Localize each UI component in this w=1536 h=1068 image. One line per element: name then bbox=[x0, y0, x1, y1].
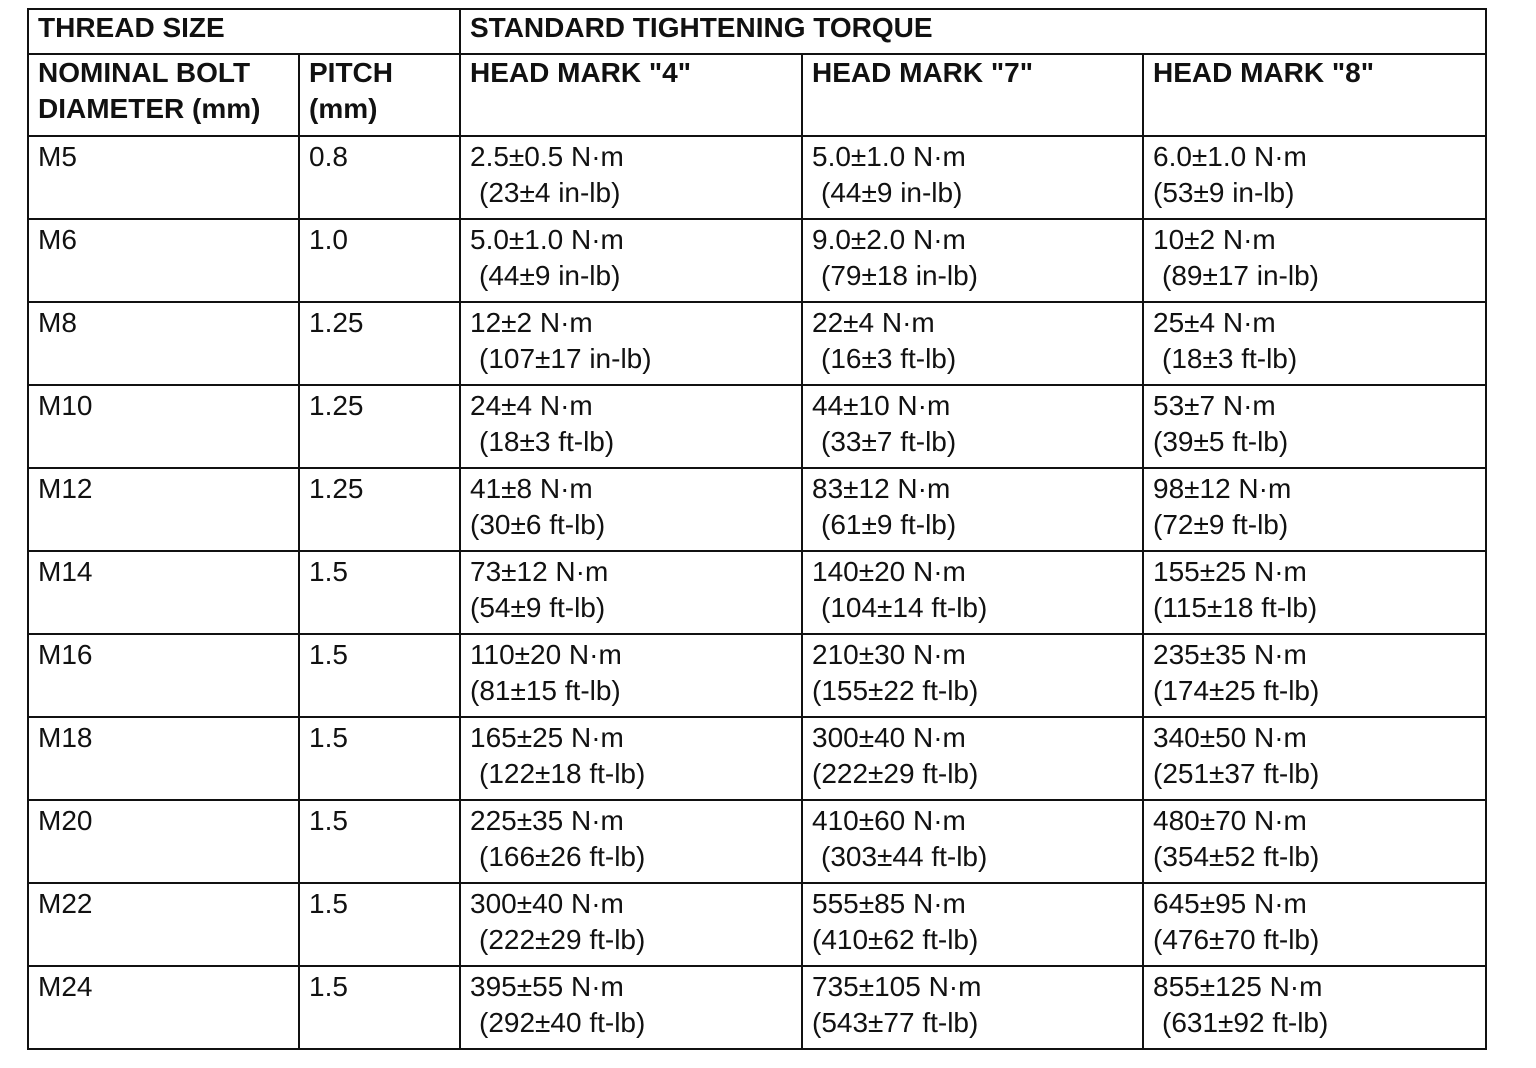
torque-metric-value: 12±2 N·m bbox=[470, 307, 593, 338]
torque-metric-value: 9.0±2.0 N·m bbox=[812, 224, 966, 255]
pitch-cell: 1.5 bbox=[299, 883, 460, 966]
thread-size-header: THREAD SIZE bbox=[28, 9, 460, 54]
torque-imperial-value: (222±29 ft-lb) bbox=[812, 758, 979, 789]
torque-metric-value: 225±35 N·m bbox=[470, 805, 624, 836]
torque-metric-value: 22±4 N·m bbox=[812, 307, 935, 338]
torque-imperial-value: (23±4 in-lb) bbox=[479, 177, 621, 208]
torque-cell-head-mark-7 bbox=[802, 468, 1143, 551]
torque-metric-value: 235±35 N·m bbox=[1153, 639, 1307, 670]
torque-cell-head-mark-7 bbox=[802, 219, 1143, 302]
table-row bbox=[28, 634, 1486, 717]
torque-metric-value: 25±4 N·m bbox=[1153, 307, 1276, 338]
torque-cell-head-mark-4 bbox=[460, 468, 802, 551]
torque-cell-head-mark-4 bbox=[460, 385, 802, 468]
torque-imperial-value: (303±44 ft-lb) bbox=[821, 841, 988, 872]
pitch-header-line-1: PITCH bbox=[309, 57, 393, 88]
torque-cell-head-mark-8 bbox=[1143, 302, 1486, 385]
table-row bbox=[28, 219, 1486, 302]
table-row bbox=[28, 385, 1486, 468]
torque-metric-value: 24±4 N·m bbox=[470, 390, 593, 421]
torque-cell-head-mark-8 bbox=[1143, 883, 1486, 966]
torque-imperial-value: (61±9 ft-lb) bbox=[821, 509, 957, 540]
torque-cell-head-mark-8 bbox=[1143, 219, 1486, 302]
torque-cell-head-mark-4 bbox=[460, 551, 802, 634]
torque-metric-value: 41±8 N·m bbox=[470, 473, 593, 504]
torque-cell-head-mark-7 bbox=[802, 966, 1143, 1049]
table-row bbox=[28, 136, 1486, 219]
pitch-cell: 1.5 bbox=[299, 634, 460, 717]
torque-cell-head-mark-4 bbox=[460, 219, 802, 302]
torque-cell-head-mark-4 bbox=[460, 302, 802, 385]
torque-cell-head-mark-8 bbox=[1143, 800, 1486, 883]
torque-metric-value: 300±40 N·m bbox=[812, 722, 966, 753]
table-row bbox=[28, 468, 1486, 551]
table-row bbox=[28, 883, 1486, 966]
pitch-header-line-2: (mm) bbox=[309, 93, 378, 124]
torque-cell-head-mark-7 bbox=[802, 800, 1143, 883]
bolt-size-cell: M20 bbox=[28, 800, 299, 883]
torque-metric-value: 340±50 N·m bbox=[1153, 722, 1307, 753]
torque-metric-value: 110±20 N·m bbox=[470, 639, 622, 670]
torque-metric-value: 410±60 N·m bbox=[812, 805, 966, 836]
torque-imperial-value: (292±40 ft-lb) bbox=[479, 1007, 646, 1038]
torque-cell-head-mark-7 bbox=[802, 717, 1143, 800]
torque-cell-head-mark-7 bbox=[802, 136, 1143, 219]
torque-metric-value: 645±95 N·m bbox=[1153, 888, 1307, 919]
column-header-row bbox=[28, 54, 1486, 136]
table-row bbox=[28, 966, 1486, 1049]
torque-imperial-value: (543±77 ft-lb) bbox=[812, 1007, 979, 1038]
torque-cell-head-mark-7 bbox=[802, 883, 1143, 966]
torque-imperial-value: (81±15 ft-lb) bbox=[470, 675, 621, 706]
bolt-size-cell: M14 bbox=[28, 551, 299, 634]
torque-imperial-value: (30±6 ft-lb) bbox=[470, 509, 606, 540]
diameter-header-line-2: DIAMETER (mm) bbox=[38, 93, 261, 124]
torque-imperial-value: (122±18 ft-lb) bbox=[479, 758, 646, 789]
torque-cell-head-mark-7 bbox=[802, 302, 1143, 385]
torque-cell-head-mark-7 bbox=[802, 551, 1143, 634]
torque-cell-head-mark-8 bbox=[1143, 385, 1486, 468]
torque-cell-head-mark-8 bbox=[1143, 468, 1486, 551]
pitch-cell: 1.0 bbox=[299, 219, 460, 302]
torque-imperial-value: (251±37 ft-lb) bbox=[1153, 758, 1320, 789]
torque-imperial-value: (354±52 ft-lb) bbox=[1153, 841, 1320, 872]
torque-imperial-value: (39±5 ft-lb) bbox=[1153, 426, 1289, 457]
head-mark-7-header: HEAD MARK "7" bbox=[802, 54, 1143, 136]
torque-cell-head-mark-4 bbox=[460, 136, 802, 219]
torque-imperial-value: (107±17 in-lb) bbox=[479, 343, 652, 374]
diameter-column-header bbox=[28, 54, 299, 136]
torque-metric-value: 855±125 N·m bbox=[1153, 971, 1323, 1002]
table-row bbox=[28, 302, 1486, 385]
torque-metric-value: 395±55 N·m bbox=[470, 971, 624, 1002]
torque-metric-value: 140±20 N·m bbox=[812, 556, 966, 587]
torque-imperial-value: (18±3 ft-lb) bbox=[479, 426, 615, 457]
torque-metric-value: 155±25 N·m bbox=[1153, 556, 1307, 587]
torque-imperial-value: (174±25 ft-lb) bbox=[1153, 675, 1320, 706]
torque-imperial-value: (54±9 ft-lb) bbox=[470, 592, 606, 623]
torque-cell-head-mark-8 bbox=[1143, 717, 1486, 800]
torque-imperial-value: (631±92 ft-lb) bbox=[1162, 1007, 1329, 1038]
torque-metric-value: 165±25 N·m bbox=[470, 722, 624, 753]
diameter-header-line-1: NOMINAL BOLT bbox=[38, 57, 251, 88]
torque-metric-value: 210±30 N·m bbox=[812, 639, 966, 670]
pitch-column-header bbox=[299, 54, 460, 136]
torque-metric-value: 555±85 N·m bbox=[812, 888, 966, 919]
torque-metric-value: 83±12 N·m bbox=[812, 473, 951, 504]
bolt-size-cell: M5 bbox=[28, 136, 299, 219]
bolt-size-cell: M22 bbox=[28, 883, 299, 966]
torque-imperial-value: (72±9 ft-lb) bbox=[1153, 509, 1289, 540]
header-group-row bbox=[28, 9, 1486, 54]
bolt-size-cell: M16 bbox=[28, 634, 299, 717]
torque-metric-value: 5.0±1.0 N·m bbox=[812, 141, 966, 172]
torque-cell-head-mark-4 bbox=[460, 800, 802, 883]
pitch-cell: 1.5 bbox=[299, 551, 460, 634]
table-row bbox=[28, 717, 1486, 800]
torque-metric-value: 6.0±1.0 N·m bbox=[1153, 141, 1307, 172]
torque-table bbox=[27, 8, 1487, 1050]
torque-imperial-value: (33±7 ft-lb) bbox=[821, 426, 957, 457]
torque-imperial-value: (476±70 ft-lb) bbox=[1153, 924, 1320, 955]
pitch-cell: 1.5 bbox=[299, 800, 460, 883]
torque-imperial-value: (89±17 in-lb) bbox=[1162, 260, 1319, 291]
torque-imperial-value: (53±9 in-lb) bbox=[1153, 177, 1295, 208]
torque-imperial-value: (222±29 ft-lb) bbox=[479, 924, 646, 955]
table-body bbox=[28, 136, 1486, 1049]
torque-metric-value: 735±105 N·m bbox=[812, 971, 982, 1002]
torque-cell-head-mark-4 bbox=[460, 717, 802, 800]
torque-imperial-value: (104±14 ft-lb) bbox=[821, 592, 988, 623]
pitch-cell: 1.25 bbox=[299, 468, 460, 551]
torque-cell-head-mark-8 bbox=[1143, 966, 1486, 1049]
torque-cell-head-mark-4 bbox=[460, 634, 802, 717]
bolt-size-cell: M6 bbox=[28, 219, 299, 302]
pitch-cell: 1.5 bbox=[299, 966, 460, 1049]
pitch-cell: 1.25 bbox=[299, 385, 460, 468]
torque-imperial-value: (410±62 ft-lb) bbox=[812, 924, 979, 955]
torque-cell-head-mark-4 bbox=[460, 966, 802, 1049]
torque-metric-value: 480±70 N·m bbox=[1153, 805, 1307, 836]
torque-metric-value: 5.0±1.0 N·m bbox=[470, 224, 624, 255]
pitch-cell: 0.8 bbox=[299, 136, 460, 219]
bolt-size-cell: M8 bbox=[28, 302, 299, 385]
table-row bbox=[28, 800, 1486, 883]
head-mark-4-header: HEAD MARK "4" bbox=[460, 54, 802, 136]
torque-imperial-value: (155±22 ft-lb) bbox=[812, 675, 979, 706]
torque-metric-value: 2.5±0.5 N·m bbox=[470, 141, 624, 172]
bolt-size-cell: M12 bbox=[28, 468, 299, 551]
torque-imperial-value: (79±18 in-lb) bbox=[821, 260, 978, 291]
torque-cell-head-mark-8 bbox=[1143, 551, 1486, 634]
bolt-size-cell: M24 bbox=[28, 966, 299, 1049]
torque-imperial-value: (44±9 in-lb) bbox=[479, 260, 621, 291]
torque-imperial-value: (44±9 in-lb) bbox=[821, 177, 963, 208]
torque-imperial-value: (16±3 ft-lb) bbox=[821, 343, 957, 374]
standard-torque-header: STANDARD TIGHTENING TORQUE bbox=[460, 9, 1486, 54]
pitch-cell: 1.25 bbox=[299, 302, 460, 385]
table-row bbox=[28, 551, 1486, 634]
torque-metric-value: 98±12 N·m bbox=[1153, 473, 1292, 504]
torque-cell-head-mark-7 bbox=[802, 385, 1143, 468]
torque-cell-head-mark-7 bbox=[802, 634, 1143, 717]
torque-metric-value: 300±40 N·m bbox=[470, 888, 624, 919]
pitch-cell: 1.5 bbox=[299, 717, 460, 800]
torque-cell-head-mark-4 bbox=[460, 883, 802, 966]
torque-imperial-value: (166±26 ft-lb) bbox=[479, 841, 646, 872]
torque-cell-head-mark-8 bbox=[1143, 136, 1486, 219]
torque-imperial-value: (115±18 ft-lb) bbox=[1153, 592, 1318, 623]
torque-imperial-value: (18±3 ft-lb) bbox=[1162, 343, 1298, 374]
torque-metric-value: 73±12 N·m bbox=[470, 556, 609, 587]
torque-metric-value: 44±10 N·m bbox=[812, 390, 951, 421]
torque-metric-value: 53±7 N·m bbox=[1153, 390, 1276, 421]
bolt-size-cell: M10 bbox=[28, 385, 299, 468]
head-mark-8-header: HEAD MARK "8" bbox=[1143, 54, 1486, 136]
torque-cell-head-mark-8 bbox=[1143, 634, 1486, 717]
torque-metric-value: 10±2 N·m bbox=[1153, 224, 1276, 255]
bolt-size-cell: M18 bbox=[28, 717, 299, 800]
